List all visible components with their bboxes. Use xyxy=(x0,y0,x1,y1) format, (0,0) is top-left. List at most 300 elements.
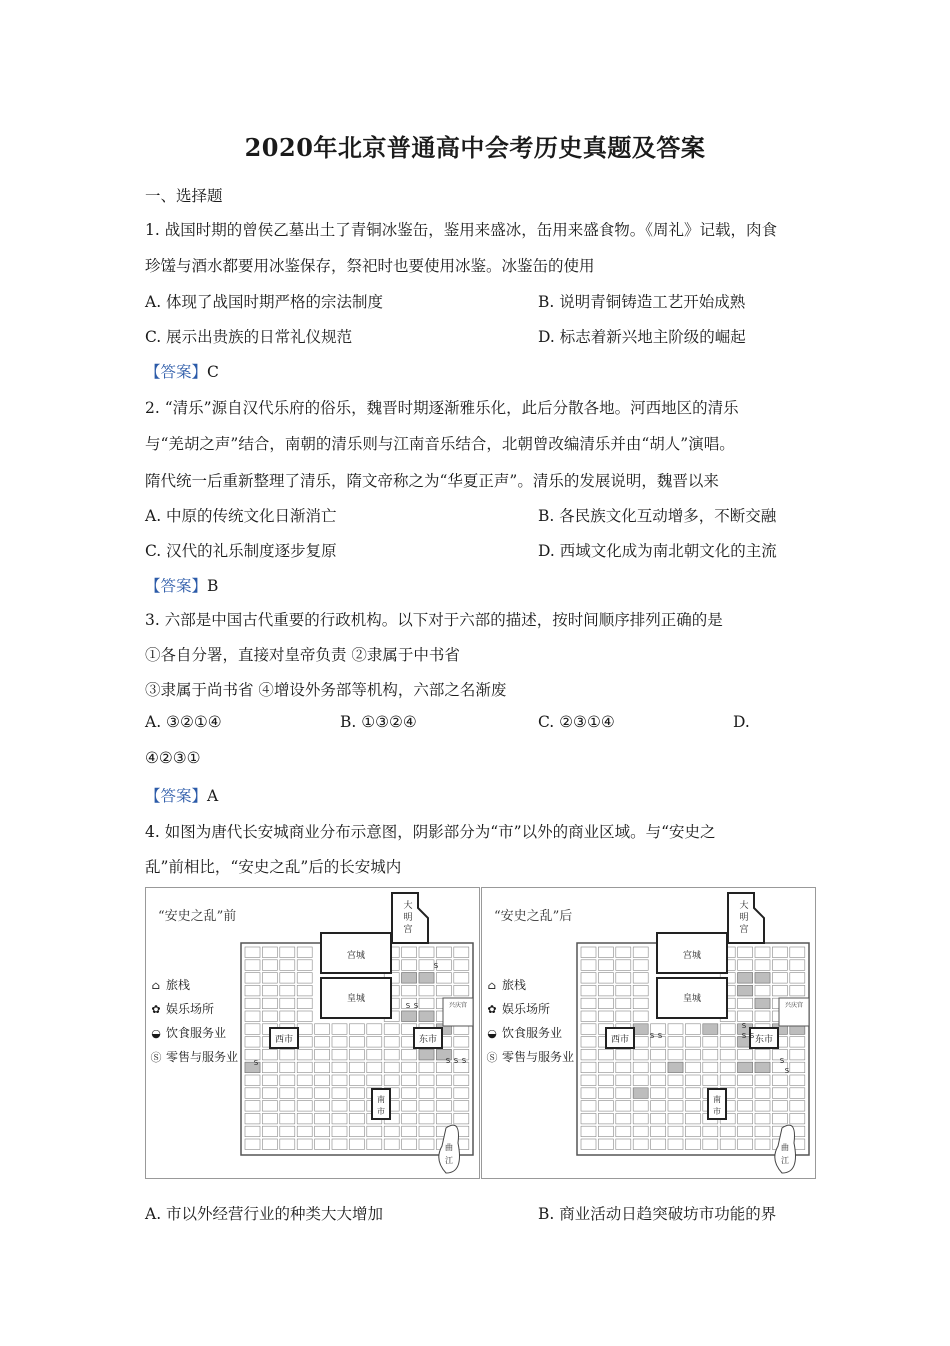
ward-block xyxy=(755,947,770,958)
ward-block xyxy=(755,1011,770,1022)
ward-block xyxy=(454,985,469,996)
ward-block xyxy=(685,1049,700,1060)
question-2-option-d: D. 西域文化成为南北朝文化的主流 xyxy=(538,542,777,560)
ward-block xyxy=(419,1075,434,1086)
ward-block xyxy=(651,1113,666,1124)
ward-block xyxy=(703,1126,718,1137)
ward-block xyxy=(262,960,277,971)
answer-value: B xyxy=(207,577,219,595)
ward-block xyxy=(419,998,434,1009)
ward-block xyxy=(436,985,451,996)
ward-block xyxy=(280,1113,295,1124)
commercial-ward xyxy=(738,985,753,996)
ward-block xyxy=(633,960,648,971)
ward-block xyxy=(454,973,469,984)
ward-block xyxy=(454,960,469,971)
answer-label: 【答案】 xyxy=(145,787,208,805)
ward-block xyxy=(436,1113,451,1124)
ward-block xyxy=(332,1113,347,1124)
ward-block xyxy=(633,998,648,1009)
ward-block xyxy=(332,1037,347,1048)
ward-block xyxy=(772,985,787,996)
retail-marker: S xyxy=(413,1002,419,1010)
ward-block xyxy=(315,1139,330,1150)
ward-block xyxy=(685,1024,700,1035)
xingqing-label: 兴庆宫 xyxy=(784,1002,804,1009)
ward-block xyxy=(616,998,631,1009)
ward-block xyxy=(262,1088,277,1099)
ward-block xyxy=(633,1126,648,1137)
ward-block xyxy=(616,1062,631,1073)
legend-food: ◒ 饮食服务业 xyxy=(482,1021,574,1045)
ward-block xyxy=(651,1075,666,1086)
ward-block xyxy=(668,1075,683,1086)
ward-block xyxy=(581,985,596,996)
question-3-option-b: B. ①③②④ xyxy=(340,713,417,731)
commercial-ward xyxy=(755,1062,770,1073)
ward-block xyxy=(280,1062,295,1073)
ward-block xyxy=(436,973,451,984)
ward-block xyxy=(332,1075,347,1086)
qujiang-label: 曲 xyxy=(781,1143,789,1152)
ward-block xyxy=(616,1113,631,1124)
ward-block xyxy=(685,1126,700,1137)
ward-block xyxy=(402,1049,417,1060)
answer-value: C xyxy=(207,363,219,381)
ward-block xyxy=(262,1049,277,1060)
ward-block xyxy=(262,947,277,958)
inn-icon: ⌂ xyxy=(151,979,161,992)
ward-block xyxy=(790,1049,805,1060)
ward-block xyxy=(402,1075,417,1086)
ward-block xyxy=(419,1126,434,1137)
commercial-ward xyxy=(755,973,770,984)
south-market-label: 市 xyxy=(377,1107,385,1116)
ward-block xyxy=(419,960,434,971)
ward-block xyxy=(668,1024,683,1035)
retail-marker: S xyxy=(649,1032,655,1040)
commercial-ward xyxy=(668,1062,683,1073)
ward-block xyxy=(738,1113,753,1124)
ward-block xyxy=(280,1101,295,1112)
entertainment-icon: ✿ xyxy=(151,1003,161,1016)
ward-block xyxy=(280,1075,295,1086)
retail-marker: S xyxy=(741,1032,747,1040)
map-before-rebellion xyxy=(145,887,480,1179)
ward-block xyxy=(668,1126,683,1137)
ward-block xyxy=(598,947,613,958)
question-2-option-b: B. 各民族文化互动增多，不断交融 xyxy=(538,507,777,525)
question-4-option-b: B. 商业活动日趋突破坊市功能的界 xyxy=(538,1205,777,1223)
ward-block xyxy=(297,1024,312,1035)
question-3-option-a: A. ③②①④ xyxy=(145,713,222,731)
ward-block xyxy=(755,985,770,996)
ward-block xyxy=(297,1049,312,1060)
ward-block xyxy=(685,1101,700,1112)
ward-block xyxy=(436,1101,451,1112)
ward-block xyxy=(367,1037,382,1048)
ward-block xyxy=(581,1139,596,1150)
ward-block xyxy=(598,973,613,984)
ward-block xyxy=(297,1037,312,1048)
ward-block xyxy=(402,1126,417,1137)
ward-block xyxy=(349,1088,364,1099)
ward-block xyxy=(703,1062,718,1073)
question-1-line-1: 1. 战国时期的曾侯乙墓出土了青铜冰鉴缶，鉴用来盛冰，缶用来盛食物。《周礼》记载，肉食 xyxy=(145,221,777,239)
map-title-before: “安史之乱”前 xyxy=(158,909,237,924)
ward-block xyxy=(790,973,805,984)
east-market-label: 东市 xyxy=(418,1035,438,1045)
retail-marker: S xyxy=(779,1057,785,1065)
ward-block xyxy=(581,998,596,1009)
ward-block xyxy=(720,1024,735,1035)
ward-block xyxy=(772,1075,787,1086)
question-1-option-c: C. 展示出贵族的日常礼仪规范 xyxy=(145,328,353,346)
ward-block xyxy=(262,1075,277,1086)
ward-block xyxy=(332,1049,347,1060)
ward-block xyxy=(280,960,295,971)
question-1-answer xyxy=(145,360,815,382)
ward-block xyxy=(297,1101,312,1112)
ward-block xyxy=(297,998,312,1009)
ward-block xyxy=(651,1062,666,1073)
ward-block xyxy=(720,1075,735,1086)
ward-block xyxy=(616,1139,631,1150)
ward-block xyxy=(419,1139,434,1150)
ward-block xyxy=(280,973,295,984)
ward-block xyxy=(332,1101,347,1112)
question-4-option-a: A. 市以外经营行业的种类大大增加 xyxy=(145,1205,384,1223)
ward-block xyxy=(315,1113,330,1124)
west-market-label: 西市 xyxy=(610,1035,630,1045)
ward-block xyxy=(315,1101,330,1112)
ward-block xyxy=(598,960,613,971)
ward-block xyxy=(772,1088,787,1099)
ward-block xyxy=(772,1113,787,1124)
ward-block xyxy=(262,1062,277,1073)
ward-block xyxy=(685,1062,700,1073)
ward-block xyxy=(668,1088,683,1099)
answer-label: 【答案】 xyxy=(145,577,208,595)
daming-label: 明 xyxy=(403,913,413,923)
ward-block xyxy=(581,1101,596,1112)
ward-block xyxy=(315,1037,330,1048)
retail-marker: S xyxy=(461,1057,467,1065)
commercial-ward xyxy=(633,1024,648,1035)
palace-city-label: 宫城 xyxy=(682,951,702,961)
ward-block xyxy=(297,1075,312,1086)
ward-block xyxy=(616,1011,631,1022)
ward-block xyxy=(616,947,631,958)
commercial-ward xyxy=(419,1011,434,1022)
ward-block xyxy=(245,960,260,971)
ward-block xyxy=(790,985,805,996)
ward-block xyxy=(402,1113,417,1124)
ward-block xyxy=(633,1037,648,1048)
ward-block xyxy=(349,1062,364,1073)
question-2-option-c: C. 汉代的礼乐制度逐步复原 xyxy=(145,542,337,560)
ward-block xyxy=(436,1075,451,1086)
commercial-ward xyxy=(703,1024,718,1035)
ward-block xyxy=(738,1139,753,1150)
ward-block xyxy=(384,1075,399,1086)
page-title: 2020年北京普通高中会考历史真题及答案 xyxy=(244,133,706,162)
daming-label: 大 xyxy=(403,901,413,911)
ward-block xyxy=(755,1113,770,1124)
ward-block xyxy=(280,1088,295,1099)
commercial-ward xyxy=(419,973,434,984)
legend-inn: ⌂ 旅栈 xyxy=(146,973,238,997)
ward-block xyxy=(598,1062,613,1073)
ward-block xyxy=(454,1088,469,1099)
ward-block xyxy=(633,985,648,996)
question-2-line-1: 2. “清乐”源自汉代乐府的俗乐，魏晋时期逐渐雅乐化，此后分散各地。河西地区的清乐 xyxy=(145,399,739,417)
ward-block xyxy=(581,1049,596,1060)
ward-block xyxy=(262,1011,277,1022)
ward-block xyxy=(668,1049,683,1060)
ward-block xyxy=(616,1049,631,1060)
ward-block xyxy=(633,1049,648,1060)
ward-block xyxy=(581,973,596,984)
ward-block xyxy=(633,1062,648,1073)
ward-block xyxy=(581,1062,596,1073)
ward-block xyxy=(581,1024,596,1035)
ward-block xyxy=(651,1049,666,1060)
question-3-line-3: ③隶属于尚书省 ④增设外务部等机构，六部之名渐废 xyxy=(145,681,507,699)
ward-block xyxy=(332,1062,347,1073)
ward-block xyxy=(245,1075,260,1086)
ward-block xyxy=(262,973,277,984)
ward-block xyxy=(245,1139,260,1150)
ward-block xyxy=(384,1037,399,1048)
commercial-ward xyxy=(738,973,753,984)
ward-block xyxy=(685,1037,700,1048)
retail-marker: S xyxy=(405,1002,411,1010)
ward-block xyxy=(367,1024,382,1035)
ward-block xyxy=(315,1126,330,1137)
ward-block xyxy=(349,1139,364,1150)
ward-block xyxy=(703,1139,718,1150)
ward-block xyxy=(280,1126,295,1137)
retail-marker: S xyxy=(749,1032,755,1040)
ward-block xyxy=(419,1088,434,1099)
ward-block xyxy=(297,973,312,984)
ward-block xyxy=(616,960,631,971)
legend-retail: Ⓢ 零售与服务业 xyxy=(482,1045,574,1069)
xingqing-label: 兴庆宫 xyxy=(448,1002,468,1009)
ward-block xyxy=(367,1062,382,1073)
ward-block xyxy=(755,1088,770,1099)
ward-block xyxy=(738,1075,753,1086)
ward-block xyxy=(367,1075,382,1086)
ward-block xyxy=(581,947,596,958)
ward-block xyxy=(367,1049,382,1060)
ward-block xyxy=(349,1049,364,1060)
east-market-label: 东市 xyxy=(754,1035,774,1045)
ward-block xyxy=(772,1101,787,1112)
ward-block xyxy=(315,1049,330,1060)
ward-block xyxy=(402,1101,417,1112)
ward-block xyxy=(245,947,260,958)
ward-block xyxy=(454,1113,469,1124)
daming-label: 明 xyxy=(739,913,749,923)
daming-label: 宫 xyxy=(739,925,749,935)
question-1-option-b: B. 说明青铜铸造工艺开始成熟 xyxy=(538,293,746,311)
ward-block xyxy=(738,960,753,971)
question-2-answer xyxy=(145,574,815,596)
ward-block xyxy=(402,1139,417,1150)
ward-block xyxy=(454,1037,469,1048)
ward-block xyxy=(790,1062,805,1073)
food-service-icon: ◒ xyxy=(487,1027,497,1040)
ward-block xyxy=(755,1139,770,1150)
retail-marker: S xyxy=(453,1057,459,1065)
ward-block xyxy=(332,1126,347,1137)
ward-block xyxy=(703,1037,718,1048)
ward-block xyxy=(633,1011,648,1022)
ward-block xyxy=(738,1088,753,1099)
question-4-line-2: 乱”前相比，“安史之乱”后的长安城内 xyxy=(145,858,402,876)
ward-block xyxy=(262,1126,277,1137)
ward-block xyxy=(436,947,451,958)
ward-block xyxy=(262,1101,277,1112)
ward-block xyxy=(685,1075,700,1086)
ward-block xyxy=(349,1024,364,1035)
ward-block xyxy=(245,1113,260,1124)
question-1-line-2: 珍馐与酒水都要用冰鉴保存，祭祀时也要使用冰鉴。冰鉴缶的使用 xyxy=(145,257,595,275)
ward-block xyxy=(790,960,805,971)
ward-block xyxy=(738,1101,753,1112)
ward-block xyxy=(616,1088,631,1099)
ward-block xyxy=(297,1088,312,1099)
ward-block xyxy=(651,1139,666,1150)
ward-block xyxy=(315,1062,330,1073)
ward-block xyxy=(454,947,469,958)
ward-block xyxy=(651,1101,666,1112)
ward-block xyxy=(598,1088,613,1099)
ward-block xyxy=(245,1037,260,1048)
ward-block xyxy=(633,1101,648,1112)
legend-entertainment: ✿ 娱乐场所 xyxy=(146,997,238,1021)
ward-block xyxy=(349,1037,364,1048)
ward-block xyxy=(720,1049,735,1060)
ward-block xyxy=(738,998,753,1009)
map-title-after: “安史之乱”后 xyxy=(494,909,573,924)
commercial-ward xyxy=(633,1088,648,1099)
ward-block xyxy=(755,1101,770,1112)
question-3-option-d-text: ④②③① xyxy=(145,749,201,767)
ward-block xyxy=(349,1126,364,1137)
ward-block xyxy=(402,947,417,958)
inn-icon: ⌂ xyxy=(487,979,497,992)
ward-block xyxy=(297,1062,312,1073)
map-after-rebellion xyxy=(481,887,816,1179)
ward-block xyxy=(367,1139,382,1150)
changan-map xyxy=(146,888,479,1178)
ward-block xyxy=(332,1139,347,1150)
answer-value: A xyxy=(207,787,219,805)
ward-block xyxy=(245,1126,260,1137)
ward-block xyxy=(262,998,277,1009)
question-1-option-d: D. 标志着新兴地主阶级的崛起 xyxy=(538,328,746,346)
ward-block xyxy=(598,998,613,1009)
ward-block xyxy=(616,1101,631,1112)
palace-city-label: 宫城 xyxy=(346,951,366,961)
ward-block xyxy=(738,1126,753,1137)
ward-block xyxy=(651,1126,666,1137)
ward-block xyxy=(755,960,770,971)
ward-block xyxy=(280,1011,295,1022)
ward-block xyxy=(581,1037,596,1048)
ward-block xyxy=(616,985,631,996)
ward-block xyxy=(384,1062,399,1073)
ward-block xyxy=(384,1049,399,1060)
ward-block xyxy=(685,1088,700,1099)
legend-inn: ⌂ 旅栈 xyxy=(482,973,574,997)
ward-block xyxy=(402,1088,417,1099)
ward-block xyxy=(633,1113,648,1124)
retail-icon: Ⓢ xyxy=(486,1051,498,1064)
ward-block xyxy=(245,1011,260,1022)
ward-block xyxy=(668,1037,683,1048)
ward-block xyxy=(332,1088,347,1099)
entertainment-icon: ✿ xyxy=(487,1003,497,1016)
question-3-line-1: 3. 六部是中国古代重要的行政机构。以下对于六部的描述，按时间顺序排列正确的是 xyxy=(145,611,723,629)
ward-block xyxy=(633,1075,648,1086)
ward-block xyxy=(402,960,417,971)
ward-block xyxy=(280,985,295,996)
ward-block xyxy=(790,1101,805,1112)
ward-block xyxy=(245,973,260,984)
legend-food: ◒ 饮食服务业 xyxy=(146,1021,238,1045)
ward-block xyxy=(245,1088,260,1099)
ward-block xyxy=(598,1113,613,1124)
ward-block xyxy=(332,1024,347,1035)
ward-block xyxy=(262,1139,277,1150)
ward-block xyxy=(454,1075,469,1086)
changan-map xyxy=(482,888,815,1178)
ward-block xyxy=(755,1126,770,1137)
ward-block xyxy=(315,1075,330,1086)
ward-block xyxy=(262,1113,277,1124)
retail-marker: S xyxy=(741,1022,747,1030)
ward-block xyxy=(685,1139,700,1150)
ward-block xyxy=(651,1088,666,1099)
ward-block xyxy=(402,985,417,996)
ward-block xyxy=(349,1101,364,1112)
qujiang-label: 江 xyxy=(445,1156,453,1165)
ward-block xyxy=(280,998,295,1009)
commercial-ward xyxy=(738,1062,753,1073)
ward-block xyxy=(720,1126,735,1137)
daming-label: 大 xyxy=(739,901,749,911)
question-1-option-a: A. 体现了战国时期严格的宗法制度 xyxy=(145,293,384,311)
ward-block xyxy=(402,1062,417,1073)
ward-block xyxy=(433,960,451,971)
ward-block xyxy=(581,1126,596,1137)
section-heading: 一、选择题 xyxy=(145,187,223,205)
ward-block xyxy=(367,1126,382,1137)
ward-block xyxy=(703,1075,718,1086)
qujiang-label: 曲 xyxy=(445,1143,453,1152)
ward-block xyxy=(297,1011,312,1022)
ward-block xyxy=(720,1139,735,1150)
ward-block xyxy=(772,973,787,984)
ward-block xyxy=(668,1113,683,1124)
ward-block xyxy=(349,1075,364,1086)
legend-retail: Ⓢ 零售与服务业 xyxy=(146,1045,238,1069)
ward-block xyxy=(297,960,312,971)
